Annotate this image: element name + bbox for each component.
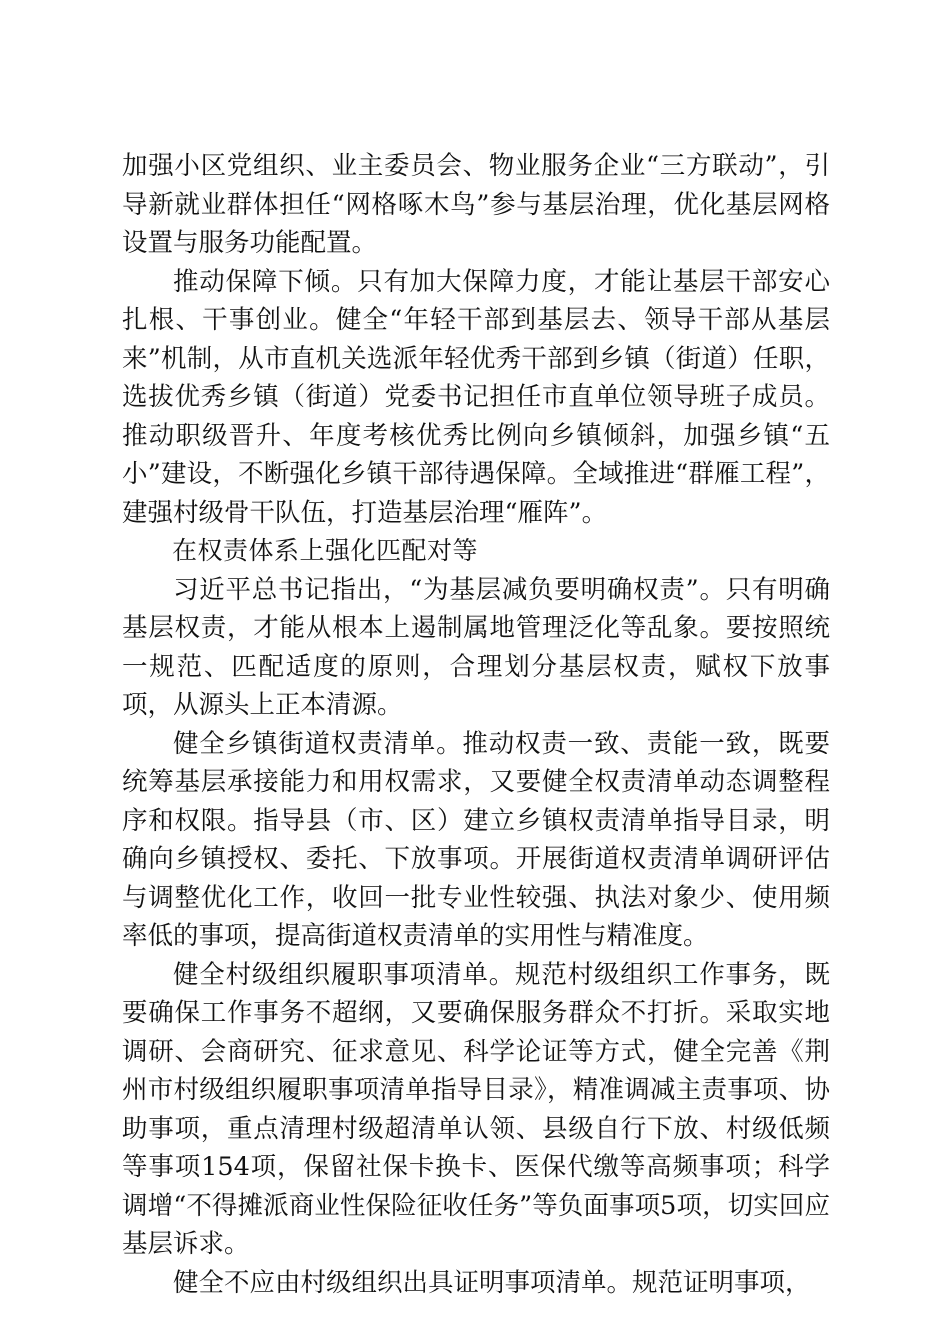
- paragraph-quote-intro: 习近平总书记指出，“为基层减负要明确权责”。只有明确基层权责，才能从根本上遏制属地管理泛化等乱象。要按照统一规范、匹配适度的原则，合理划分基层权责，赋权下放事项，从源头上正本清源。: [122, 574, 830, 720]
- paragraph-township-list: 健全乡镇街道权责清单。推动权责一致、责能一致，既要统筹基层承接能力和用权需求，又要健全权责清单动态调整程序和权限。指导县（市、区）建立乡镇权责清单指导目录，明确向乡镇授权、委托、下放事项。开展街道权责清单调研评估与调整优化工作，收回一批专业性较强、执法对象少、使用频率低的事项，提高街道权责清单的实用性与精准度。: [122, 728, 830, 951]
- paragraph-support-resources: 推动保障下倾。只有加大保障力度，才能让基层干部安心扎根、干事创业。健全“年轻干部到基层去、领导干部从基层来”机制，从市直机关选派年轻优秀干部到乡镇（街道）任职，选拔优秀乡镇（街道）党委书记担任市直单位领导班子成员。推动职级晋升、年度考核优秀比例向乡镇倾斜，加强乡镇“五小”建设，不断强化乡镇干部待遇保障。全域推进“群雁工程”，建强村级骨干队伍，打造基层治理“雁阵”。: [122, 266, 830, 528]
- paragraph-continuation: 加强小区党组织、业主委员会、物业服务企业“三方联动”，引导新就业群体担任“网格啄木鸟”参与基层治理，优化基层网格设置与服务功能配置。: [122, 151, 830, 258]
- paragraph-certificate-list: 健全不应由村级组织出具证明事项清单。规范证明事项，: [173, 1267, 811, 1298]
- document-body: [122, 147, 830, 1302]
- paragraph-village-list: 健全村级组织履职事项清单。规范村级组织工作事务，既要确保工作事务不超纲，又要确保服务群众不打折。采取实地调研、会商研究、征求意见、科学论证等方式，健全完善《荆州市村级组织履职事项清单指导目录》，精准调减主责事项、协助事项，重点清理村级超清单认领、县级自行下放、村级低频等事项154项，保留社保卡换卡、医保代缴等高频事项；科学调增“不得摊派商业性保险征收任务”等负面事项5项，切实回应基层诉求。: [122, 959, 830, 1259]
- section-heading: 在权责体系上强化匹配对等: [172, 536, 479, 565]
